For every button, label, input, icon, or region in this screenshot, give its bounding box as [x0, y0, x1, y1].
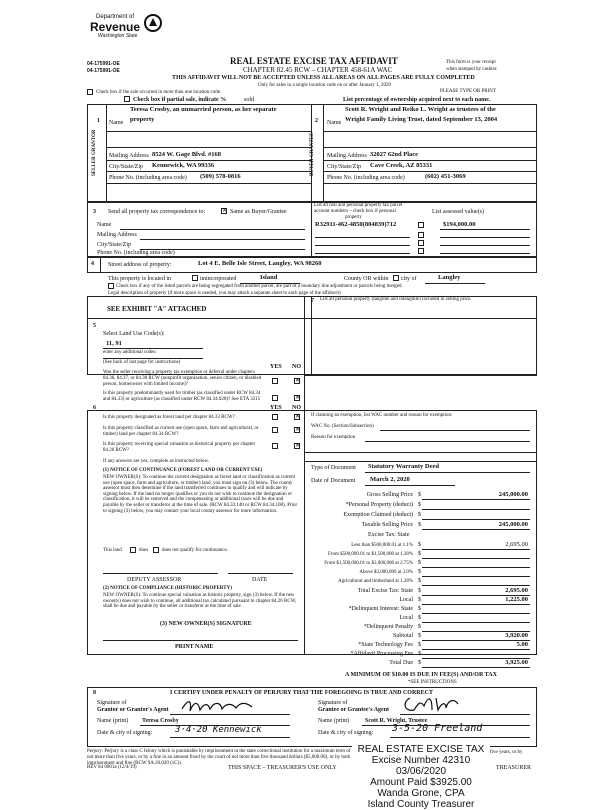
form-title: REAL ESTATE EXCISE TAX AFFIDAVIT [230, 56, 398, 66]
city-value[interactable]: Langley [438, 274, 461, 281]
document-type[interactable]: Statutory Warranty Deed [368, 463, 440, 470]
agency-line2: Revenue [90, 20, 141, 34]
wac-label: WAC No. (Section/Subsection) [311, 424, 374, 429]
stamp-line-3: 03/06/2020 [395, 766, 447, 777]
form-id-2: 04-175991-OE [87, 68, 120, 74]
grantee-name-label: Name (print) [318, 718, 350, 724]
buyer-num: 2 [315, 118, 318, 124]
seller-name-label: Name [109, 120, 124, 126]
exemption-dollar: $ [418, 512, 421, 518]
additional-codes-label: enter any additional codes: [103, 350, 157, 355]
document-type-label: Type of Document [311, 465, 356, 471]
personal-label: *Personal Property (deduct) [345, 502, 413, 508]
tier3-dollar: $ [418, 560, 421, 566]
section-3-num: 3 [93, 209, 96, 215]
tier5-dollar: $ [418, 578, 421, 584]
delinquent-penalty-label: *Delinquent Penalty [363, 624, 413, 630]
does-label: does [139, 548, 149, 553]
seller-phone[interactable]: (509) 578-0816 [200, 173, 241, 180]
affidavit-fee-label: *Affidavit Processing Fee [350, 651, 413, 657]
total-state-dollar: $ [418, 588, 421, 594]
treasurer-space-label: THIS SPACE – TREASURER'S USE ONLY [228, 765, 337, 771]
type-or-print: PLEASE TYPE OR PRINT [440, 89, 496, 94]
receipt-note-1: This form is your receipt [446, 60, 496, 65]
historic-yes-checkbox[interactable] [272, 443, 278, 449]
document-date[interactable]: March 2, 2020 [370, 476, 410, 483]
reason-label: Reason for exemption [311, 435, 356, 440]
agency-line3: Washington State [98, 33, 138, 39]
forest-question: Is this property designated as forest land per chapter 84.33 RCW? [103, 415, 235, 420]
subtotal-dollar: $ [418, 633, 421, 639]
street-address[interactable]: Lot 4 E. Belle Isle Street, Langley, WA 98260 [198, 260, 322, 267]
form-warning: THIS AFFIDAVIT WILL NOT BE ACCEPTED UNLESS ALL AREAS ON ALL PAGES ARE FULLY COMPLETED [172, 75, 475, 81]
delinquent-state-dollar: $ [418, 606, 421, 612]
personal-dollar: $ [418, 502, 421, 508]
exemption-deduct-label: Exemption Claimed (deduct) [343, 512, 413, 518]
parcel-list-header-3: property [345, 215, 362, 220]
grantor-sig-label-2: Grantor or Grantor's Agent [97, 707, 169, 713]
grantee-sig-label-1: Signature of [318, 700, 348, 706]
segregated-checkbox[interactable] [108, 283, 114, 289]
exemption-no-checkbox[interactable]: ✕ [295, 378, 301, 384]
total-due-value[interactable]: 3,925.00 [505, 659, 528, 666]
notice-compliance-body: NEW OWNER(S): To continue special valuation as historic property, sign (3) below. If the new owner(s) does not wish to continue, all additional tax calculated pursuant to chapter 84.26 RCW, shall be due and payable by the seller or transferor at the time of sale. [103, 593, 297, 610]
segregated-label: Check box if any of the listed parcels are being segregated from another parcel, are part of a boundary line adjustment or parcels being merged. [116, 284, 403, 289]
grantor-sig-label-1: Signature of [97, 700, 127, 706]
section-4-num: 4 [91, 261, 94, 267]
seller-side-label: SELLER GRANTOR [92, 129, 97, 176]
section-5-yes-header: YES [270, 364, 282, 370]
grantor-name[interactable]: Teresa Crosby [142, 718, 179, 724]
historic-no-checkbox[interactable]: ✕ [295, 443, 301, 449]
exhibit-a-note: SEE EXHIBIT "A" ATTACHED [107, 305, 207, 313]
send-correspondence-label: Send all property tax correspondence to: [108, 209, 206, 215]
seller-mailing-label: Mailing Address [109, 153, 149, 159]
buyer-mailing[interactable]: 32027 62nd Place [370, 151, 419, 158]
buyer-city-label: City/State/Zip [327, 164, 361, 170]
unincorporated-checkbox[interactable] [192, 275, 198, 281]
current-use-no-checkbox[interactable]: ✕ [295, 427, 301, 433]
parcel-list-header-1: List all real and personal property tax parcel [314, 203, 403, 208]
delinquent-penalty-dollar: $ [418, 624, 421, 630]
excise-state-label: Excise Tax: State [368, 532, 410, 538]
tier1-value[interactable]: 2,695.00 [505, 541, 528, 548]
section-6-num: 6 [93, 405, 96, 411]
if-yes-note: If any answers are yes, complete as instructed below. [103, 459, 210, 464]
assessor-date-label: DATE [252, 577, 268, 583]
delinquent-local-dollar: $ [418, 615, 421, 621]
dor-logo-mark-icon [144, 14, 162, 32]
exemption-claim-label: If claiming an exemption, list WAC number and reason for exemption: [311, 413, 453, 418]
grantor-date-label: Date & city of signing: [97, 730, 153, 736]
treasurer-stamp [352, 742, 490, 810]
minimum-note: A MINIMUM OF $10.00 IS DUE IN FEE(S) AND/OR TAX [345, 672, 497, 678]
section-8-num: 8 [93, 690, 96, 696]
forest-yes-checkbox[interactable] [272, 414, 278, 420]
stamp-line-2: Excise Number 42310 [371, 755, 471, 766]
receipt-note-2: when stamped by cashier. [446, 67, 498, 72]
delinquent-state-label: *Delinquent Interest: State [348, 606, 413, 612]
grantee-name[interactable]: Scott R. Wright, Trustee [365, 718, 428, 724]
new-owner-signature-label: (3) NEW OWNER(S) SIGNATURE [160, 621, 252, 627]
select-land-use-label: Select Land Use Code(s): [103, 331, 165, 337]
county-or-label: County OR within [344, 276, 389, 282]
personal-property-checkbox-3[interactable] [418, 240, 424, 246]
land-does-not-checkbox[interactable] [153, 547, 159, 553]
see-back-label: (See back of last page for instructions) [103, 360, 181, 365]
tier5-label: Agricultural and timberland at 1.28% [338, 579, 413, 584]
perjury-note-tail: five years, or by [490, 750, 523, 755]
form-id-1: 04-175991-OE [87, 61, 120, 67]
personal-property-checkbox-4[interactable] [418, 248, 424, 254]
notice-compliance-title: (2) NOTICE OF COMPLIANCE (HISTORIC PROPERTY) [103, 586, 232, 591]
seller-city[interactable]: Kennewick, WA 99336 [152, 162, 215, 169]
section-5-no-header: NO [292, 364, 301, 370]
within-city-checkbox[interactable] [393, 275, 399, 281]
total-state-label: Total Excise Tax: State [357, 588, 413, 594]
seller-phone-label: Phone No. (including area code) [109, 175, 187, 181]
land-use-code[interactable]: 11, 91 [106, 340, 122, 347]
total-due-dollar: $ [418, 660, 421, 666]
buyer-city[interactable]: Cave Creek, AZ 85331 [370, 162, 433, 169]
sold-label: sold [244, 97, 255, 103]
list-pct-note: List percentage of ownership acquired next to each name. [343, 97, 491, 103]
tech-fee-dollar: $ [418, 642, 421, 648]
tier3-label: From $1,500,000.01 to $3,000,000 at 2.75% [324, 561, 413, 566]
exemption-yes-checkbox[interactable] [272, 378, 278, 384]
stamp-line-1: REAL ESTATE EXCISE TAX [357, 744, 485, 755]
county-value[interactable]: Island [260, 274, 278, 281]
taxable-dollar: $ [418, 522, 421, 528]
current-use-yes-checkbox[interactable] [272, 427, 278, 433]
assessed-value[interactable]: $194,000.00 [443, 221, 476, 228]
stamp-line-6: Island County Treasurer [367, 799, 475, 810]
affidavit-fee-dollar: $ [418, 651, 421, 657]
tier2-dollar: $ [418, 551, 421, 557]
same-as-buyer-checkbox[interactable]: ✕ [222, 208, 228, 214]
timber-yes-checkbox[interactable] [272, 395, 278, 401]
section-6-yes-header: YES [270, 405, 282, 411]
grantee-signature[interactable] [402, 694, 462, 714]
seller-num: 1 [97, 118, 100, 124]
certify-statement: I CERTIFY UNDER PENALTY OF PERJURY THAT THE FOREGOING IS TRUE AND CORRECT [170, 690, 433, 696]
street-address-label: Street address of property: [108, 262, 172, 268]
partial-sale-label: Check box if partial sale, indicate % [133, 97, 227, 103]
same-as-buyer-label: Same as Buyer/Grantee [230, 209, 287, 215]
forest-no-checkbox[interactable]: ✕ [295, 414, 301, 420]
seller-name-line2[interactable]: property [130, 116, 155, 123]
exemption-question: Was the seller receiving a property tax exemption or deferral under chapters 84.36, 84.37, or 84.38 RCW (nonprofit organization, senior citizen, or disabled person, homeowner with limited income)? [103, 370, 262, 387]
land-does-checkbox[interactable] [130, 547, 136, 553]
parcel-list-header-2: account numbers – check box if personal [314, 209, 396, 214]
buyer-name-line1[interactable]: Scott R. Wright and Reiko L. Wright as trustees of the [345, 106, 496, 113]
local-label: Local [399, 597, 413, 603]
form-subtitle: CHAPTER 82.45 RCW – CHAPTER 458-61A WAC [243, 66, 393, 74]
notice-continuance-body: NEW OWNER(S): To continue the current designation as forest land or classification as current use (open space, farm and agriculture, or timber) land, you must sign on (3) below. The county assessor must then determine if the land transferred continues to qualify and will indicate by signing below. If the land no longer qualifies or you do not wish to continue the designation or classification, it will be removed and the compensating or additional taxes will be due and payable by the seller or transferor at the time of sale. (RCW 84.33.140 or RCW 84.34.108). Prior to signing (3) below, you may contact your local county assessor for more information. [103, 475, 298, 514]
located-label: This property is located in [108, 276, 171, 282]
assessed-header: List assessed value(s) [432, 209, 484, 215]
buyer-side-label: BUYER GRANTEE [310, 132, 315, 176]
revision-label: REV 84 0001a (12/4/19) [87, 765, 137, 770]
document-date-label: Date of Document [311, 478, 356, 484]
personal-property-checkbox-1[interactable] [418, 222, 424, 228]
grantor-name-label: Name (print) [97, 718, 129, 724]
not-qualify-label: does not qualify for continuance. [162, 548, 228, 553]
grantee-date-city[interactable]: 3-5-20 Freeland [392, 723, 483, 734]
section-7-num: 7 [311, 298, 314, 304]
gross-value[interactable]: 245,000.00 [498, 491, 528, 498]
print-name-label: PRINT NAME [175, 644, 214, 650]
corr-mailing-label: Mailing Address [97, 232, 137, 238]
grantor-signature[interactable] [180, 697, 260, 715]
unincorporated-label: unincorporated [200, 276, 237, 282]
subtotal-label: Subtotal [392, 633, 413, 639]
section-6-no-header: NO [292, 405, 301, 411]
timber-no-checkbox[interactable]: ✕ [295, 395, 301, 401]
seller-city-label: City/State/Zip [109, 164, 143, 170]
dor-logo [88, 10, 168, 50]
tier4-dollar: $ [418, 569, 421, 575]
taxable-label: Taxable Selling Price [361, 522, 413, 528]
section-5-num: 5 [93, 323, 96, 329]
seller-name-line1[interactable]: Teresa Crosby, an unmarried person, as her separate [130, 106, 277, 113]
tier1-label: Less than $500,000.01 at 1.1% [351, 543, 413, 548]
delinquent-local-label: Local [399, 615, 413, 621]
historic-question: Is this property receiving special valuation as historical property per chapter 84.26 RCW? [103, 442, 256, 453]
subtotal-value[interactable]: 3,920.00 [505, 632, 528, 639]
buyer-name-line2[interactable]: Wright Family Living Trust, dated September 13, 2004 [345, 116, 498, 123]
timber-question: Is this property predominantly used for timber (as classified under RCW 84.34 and 84.33) or agriculture (as classified under RCW 84.34.020)? See ETA 3215 [103, 391, 261, 402]
partial-sale-checkbox[interactable] [124, 96, 130, 102]
section-8-box [87, 687, 537, 747]
current-use-question: Is this property classified as current use (open space, farm and agricultural, or timber) land per chapter 84.34 RCW? [103, 426, 259, 437]
grantee-date-label: Date & city of signing: [318, 730, 374, 736]
see-instructions-note: *SEE INSTRUCTIONS [408, 680, 457, 685]
corr-name-label: Name [97, 222, 112, 228]
stamp-line-4: Amount Paid $3925.00 [370, 777, 472, 788]
corr-city-label: City/State/Zip [97, 242, 131, 248]
gross-label: Gross Selling Price [366, 492, 413, 498]
buyer-mailing-label: Mailing Address [327, 153, 367, 159]
multi-location-checkbox[interactable] [87, 89, 93, 95]
multi-location-label: Check box if the sale occurred in more than one location code. [96, 90, 222, 95]
gross-dollar: $ [418, 492, 421, 498]
deputy-assessor-label: DEPUTY ASSESSOR [127, 577, 182, 583]
taxable-value[interactable]: 245,000.00 [498, 521, 528, 528]
seller-mailing[interactable]: 8524 W. Gage Blvd. #168 [152, 151, 221, 158]
buyer-phone[interactable]: (602) 451-3069 [425, 173, 466, 180]
legal-description-label: Legal description of property (if more space is needed, you may attach a separate sheet to each page of the affidavit) [108, 291, 341, 296]
buyer-phone-label: Phone No. (including area code) [327, 175, 405, 181]
stamp-line-5: Wanda Grone, CPA [377, 788, 465, 799]
total-due-label: Total Due [389, 660, 413, 666]
tech-fee-value[interactable]: 5.00 [516, 641, 528, 648]
only-for: Only for sales in a single location code on or after January 1, 2020 [258, 83, 392, 88]
tier1-dollar: $ [418, 542, 421, 548]
total-state-value[interactable]: 2,695.00 [505, 587, 528, 594]
notice-continuance-title: (1) NOTICE OF CONTINUANCE (FOREST LAND OR CURRENT USE) [103, 468, 263, 473]
buyer-name-label: Name [327, 120, 342, 126]
treasurer-label: TREASURER [496, 765, 532, 771]
local-value[interactable]: 1,225.00 [505, 596, 528, 603]
tier4-label: Above $3,000,000 at 3.0% [359, 570, 413, 575]
corr-phone-label: Phone No. (including area code) [97, 250, 175, 256]
local-dollar: $ [418, 597, 421, 603]
personal-property-checkbox-2[interactable] [418, 232, 424, 238]
agency-line1: Department of [96, 14, 135, 20]
perjury-note: Perjury: Perjury is a class C felony which is punishable by imprisonment in the state correctional institution for a maximum term of not more than five years, or by a fine in an amount fixed by the court of not more than five thousand dollars ($5,000.00), or by both imprisonment and fine (RCW 9A.20.020 (1C)). [87, 749, 351, 766]
city-of-label: city of [401, 276, 417, 282]
grantee-sig-label-2: Grantee or Grantee's Agent [318, 707, 390, 713]
this-land-label: This land [103, 548, 122, 553]
parcel-number[interactable]: R32911-462-4850(804839)712 [315, 221, 397, 228]
grantor-date-city[interactable]: 3·4·20 Kennewick [175, 725, 262, 735]
tech-fee-label: *State Technology Fee [358, 642, 413, 648]
personal-property-list-label: List all personal property (tangible and intangible) included in selling price. [320, 297, 472, 302]
tier2-label: From $500,000.01 to $1,500,000 at 1.28% [328, 552, 413, 557]
